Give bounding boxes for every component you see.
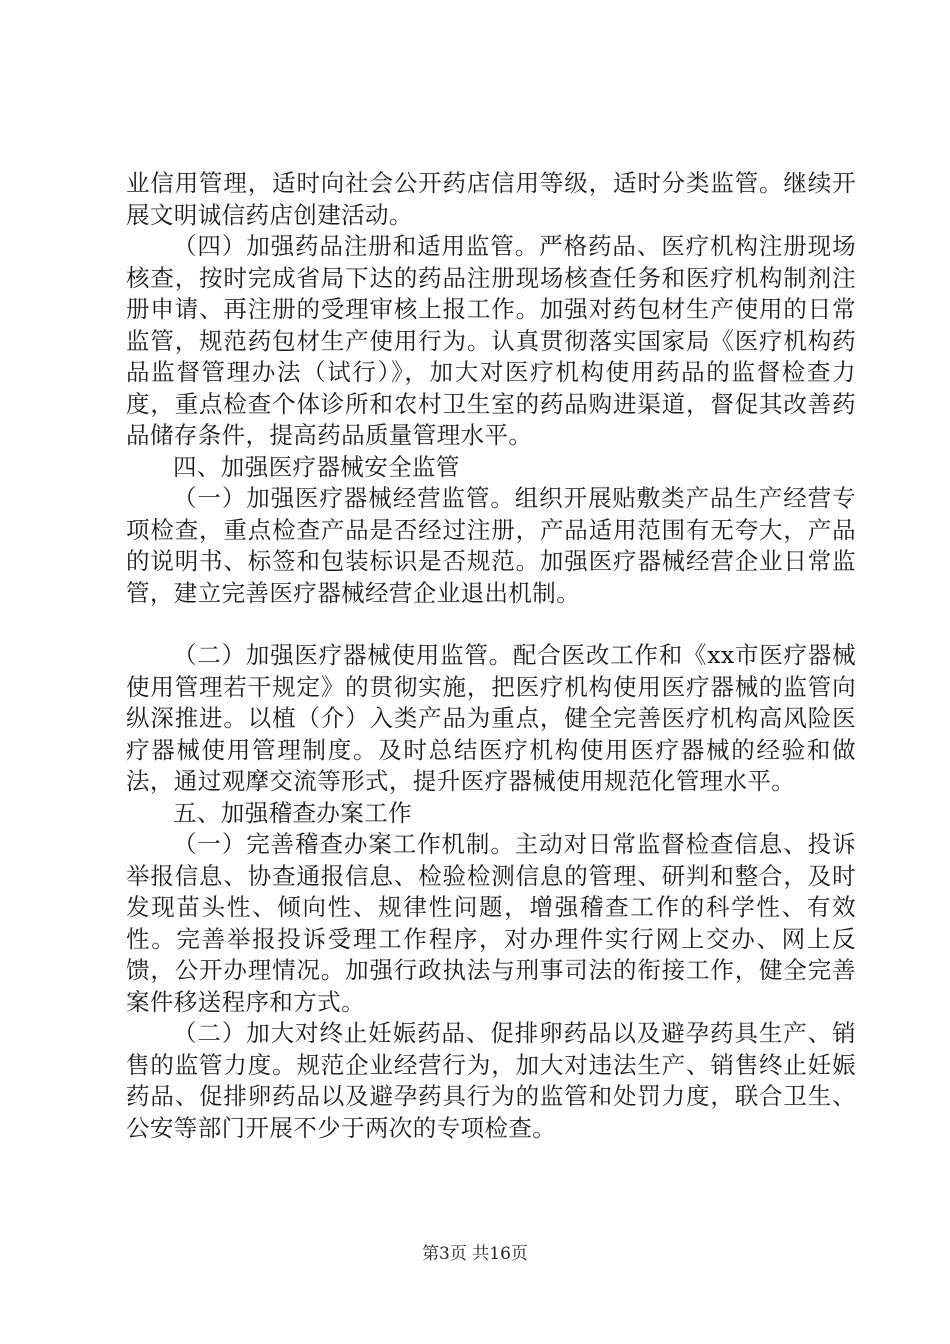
paragraph-drug-registration: （四）加强药品注册和适用监管。严格药品、医疗机构注册现场核查，按时完成省局下达的药品注册现场核查任务和医疗机构制剂注册申请、再注册的受理审核上报工作。加强对药包材生产使用的日常监管，规范药包材生产使用行为。认真贯彻落实国家局《医疗机构药品监督管理办法（试行）》，加大对医疗机构使用药品的监督检查力度，重点检查个体诊所和农村卫生室的药品购进渠道，督促其改善药品储存条件，提高药品质量管理水平。 — [126, 232, 856, 449]
paragraph-device-business-supervision: （一）加强医疗器械经营监管。组织开展贴敷类产品生产经营专项检查，重点检查产品是否经过注册，产品适用范围有无夸大，产品的说明书、标签和包装标识是否规范。加强医疗器械经营企业日常监管，建立完善医疗器械经营企业退出机制。 — [126, 484, 856, 607]
paragraph-credit-management-continued: 业信用管理，适时向社会公开药店信用等级，适时分类监管。继续开展文明诚信药店创建活动。 — [126, 169, 856, 229]
paragraph-pregnancy-drug-supervision: （二）加大对终止妊娠药品、促排卵药品以及避孕药具生产、销售的监管力度。规范企业经营行为，加大对违法生产、销售终止妊娠药品、促排卵药品以及避孕药具行为的监管和处罚力度，联合卫生、公安等部门开展不少于两次的专项检查。 — [126, 1019, 856, 1142]
section-heading-inspection-cases: 五、加强稽查办案工作 — [173, 798, 412, 827]
section-heading-medical-devices: 四、加强医疗器械安全监管 — [173, 452, 460, 481]
paragraph-inspection-mechanism: （一）完善稽查办案工作机制。主动对日常监督检查信息、投诉举报信息、协查通报信息、检验检测信息的管理、研判和整合，及时发现苗头性、倾向性、规律性问题，增强稽查工作的科学性、有效性。完善举报投诉受理工作程序，对办理件实行网上交办、网上反馈，公开办理情况。加强行政执法与刑事司法的衔接工作，健全完善案件移送程序和方式。 — [126, 830, 856, 1016]
paragraph-device-usage-supervision: （二）加强医疗器械使用监管。配合医改工作和《xx市医疗器械使用管理若干规定》的贯彻实施，把医疗机构使用医疗器械的监管向纵深推进。以植（介）入类产品为重点，健全完善医疗机构高风险医疗器械使用管理制度。及时总结医疗机构使用医疗器械的经验和做法，通过观摩交流等形式，提升医疗器械使用规范化管理水平。 — [126, 641, 856, 795]
document-body — [126, 168, 856, 1144]
page-number-footer: 第3页 共16页 — [422, 1244, 528, 1264]
